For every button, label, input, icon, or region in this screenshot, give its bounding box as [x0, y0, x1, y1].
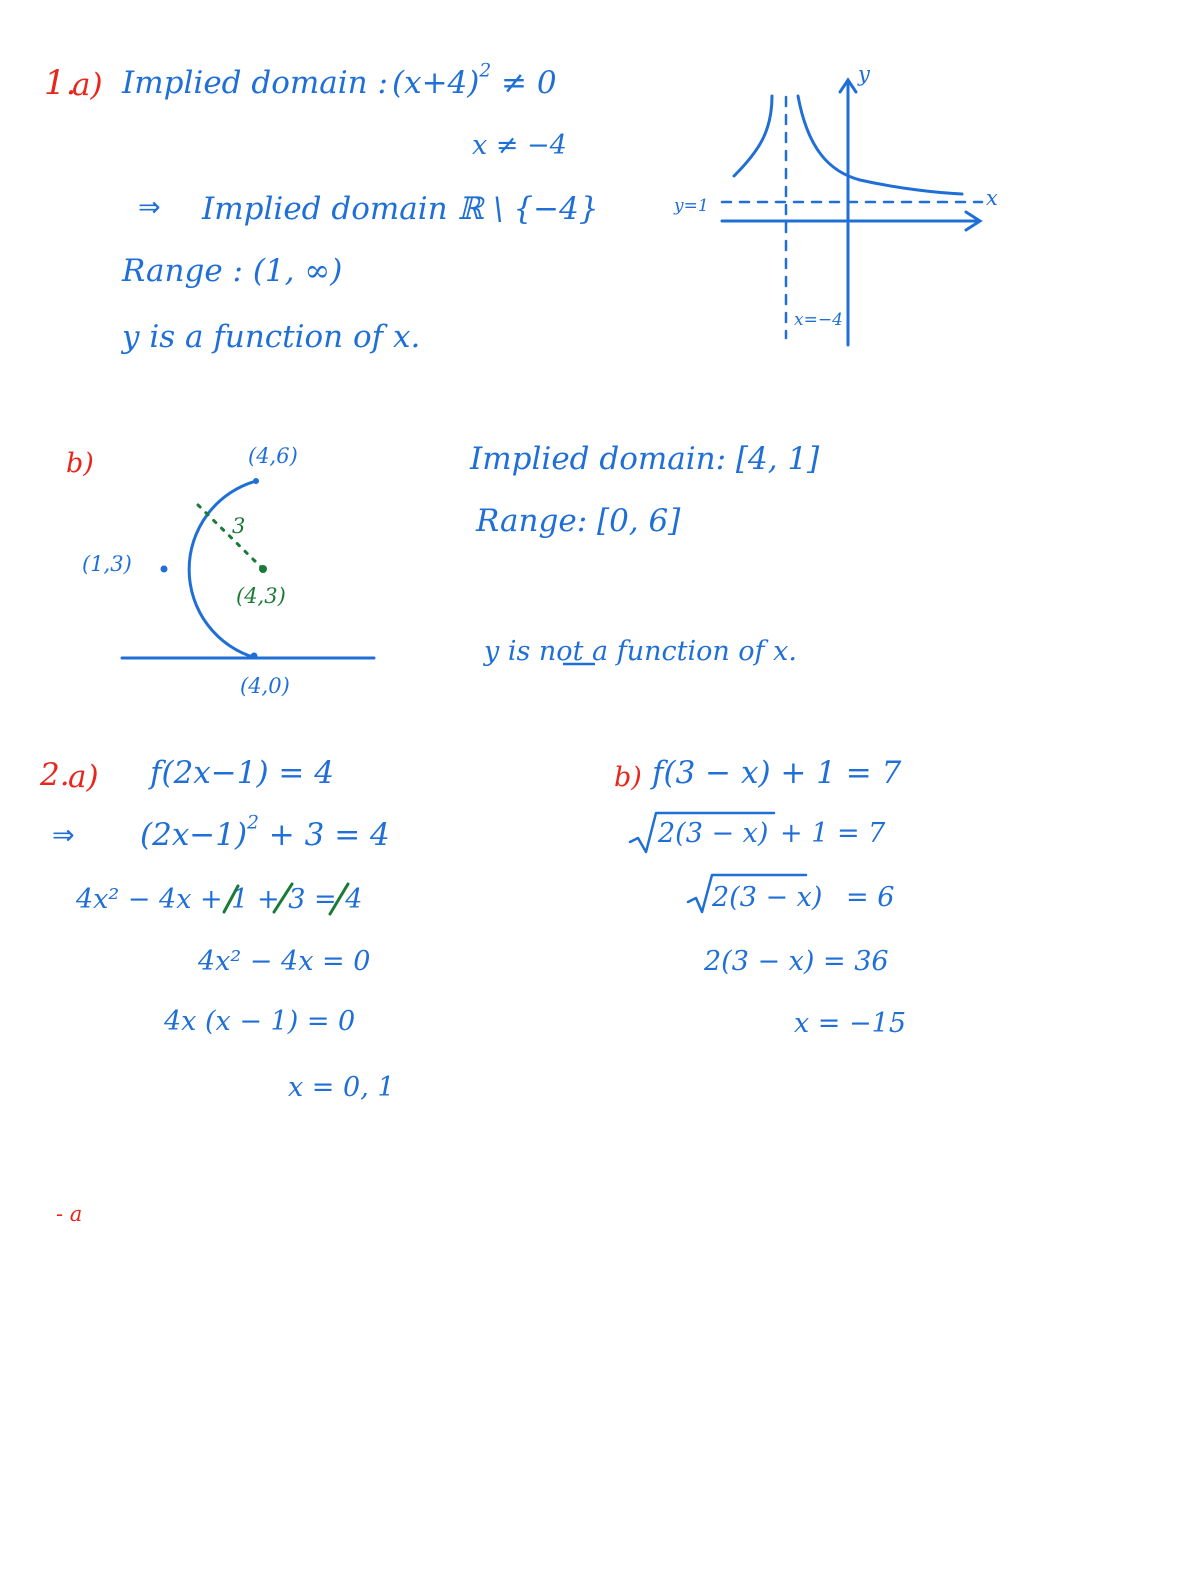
q2a-line3-equals: =: [314, 884, 337, 915]
q1a-function-statement: y is a function of x.: [122, 319, 421, 355]
q1b-domain-statement: Implied domain: [4, 1]: [470, 441, 820, 477]
q1a-condition-rest: ≠ 0: [501, 65, 557, 101]
q1a-condition-step: x ≠ −4: [472, 130, 567, 161]
q2b-line1: f(3 − x) + 1 = 7: [652, 755, 902, 791]
q1b-point-top: [253, 478, 259, 484]
q2a-line3-cancelled-4: 4: [345, 884, 363, 915]
q2b-line3-rest: = 6: [846, 882, 895, 913]
q2b-line2-radicand: 2(3 − x): [658, 818, 769, 849]
q1a-vertical-asymptote-label: x=−4: [794, 310, 843, 330]
q1b-function-statement: [484, 638, 797, 665]
q1b-radius-dashed: [198, 505, 262, 568]
q2a-line3-cancelled-3: 3: [288, 884, 306, 915]
q2-number: 2.: [40, 757, 70, 793]
q1a-y-axis-label: y: [858, 62, 870, 86]
q1b-radius-label: 3: [232, 514, 246, 538]
q1b-function-post: a function of x.: [592, 636, 797, 667]
q1a-implication-arrow: ⇒: [138, 192, 161, 223]
q1b-point-left-label: (1,3): [82, 552, 132, 576]
q1a-x-axis-label: x: [986, 186, 998, 210]
q2b-line2-rest: + 1 = 7: [780, 818, 886, 849]
q1a-curve-left-branch: [734, 96, 772, 176]
q1b-diagram: [122, 478, 374, 660]
q2a-line6: x = 0, 1: [288, 1072, 395, 1103]
q1b-range-statement: Range: [0, 6]: [476, 503, 681, 539]
q1a-label: a): [72, 67, 103, 103]
q1a-implied-domain-label: Implied domain :: [122, 65, 388, 101]
q1b-label: b): [66, 448, 94, 479]
q1b-function-not: not: [538, 636, 584, 667]
q1-number: 1.: [44, 63, 77, 103]
q1b-point-center-label: (4,3): [236, 584, 286, 608]
q2a-implication-arrow: ⇒: [52, 820, 75, 851]
q1b-point-top-label: (4,6): [248, 444, 298, 468]
q1a-graph: [722, 80, 982, 345]
q1a-curve-right-branch: [798, 96, 962, 194]
q2a-line4: 4x² − 4x = 0: [198, 946, 371, 977]
q2a-line2-exponent: 2: [247, 812, 259, 834]
q2a-line3: [76, 886, 362, 913]
q1b-function-pre: y is: [484, 636, 531, 667]
q2a-line2-rest: + 3 = 4: [268, 817, 390, 853]
q2a-line5: 4x (x − 1) = 0: [164, 1006, 356, 1037]
q1a-horizontal-asymptote-label: y=1: [674, 196, 709, 216]
q1b-point-center: [259, 565, 267, 573]
q2a-line3-main: 4x² − 4x +: [76, 884, 223, 915]
q1a-domain-statement: Implied domain ℝ \ {−4}: [202, 191, 599, 227]
q1a-range-statement: Range : (1, ∞): [122, 253, 343, 289]
q2a-line1: f(2x−1) = 4: [150, 755, 334, 791]
q1b-point-bottom: [251, 653, 258, 660]
q2b-line4: 2(3 − x) = 36: [704, 946, 889, 977]
q2a-line3-plus: +: [257, 884, 280, 915]
q2a-line2-base: (2x−1): [140, 817, 248, 853]
q1a-condition-exponent: 2: [479, 60, 492, 82]
q1a-condition-base: (x+4): [392, 65, 480, 101]
q1b-point-bottom-label: (4,0): [240, 674, 290, 698]
q2b-label: b): [614, 762, 642, 793]
q2b-line5: x = −15: [794, 1008, 906, 1039]
q2a-line3-cancelled-1: 1: [231, 884, 249, 915]
stray-mark: - a: [56, 1202, 83, 1226]
q2a-line2: [140, 812, 390, 853]
q1a-condition: [392, 60, 557, 101]
q2b-line3-radicand: 2(3 − x): [712, 882, 823, 913]
q2a-label: a): [68, 759, 99, 795]
q1b-point-left: [161, 566, 168, 573]
